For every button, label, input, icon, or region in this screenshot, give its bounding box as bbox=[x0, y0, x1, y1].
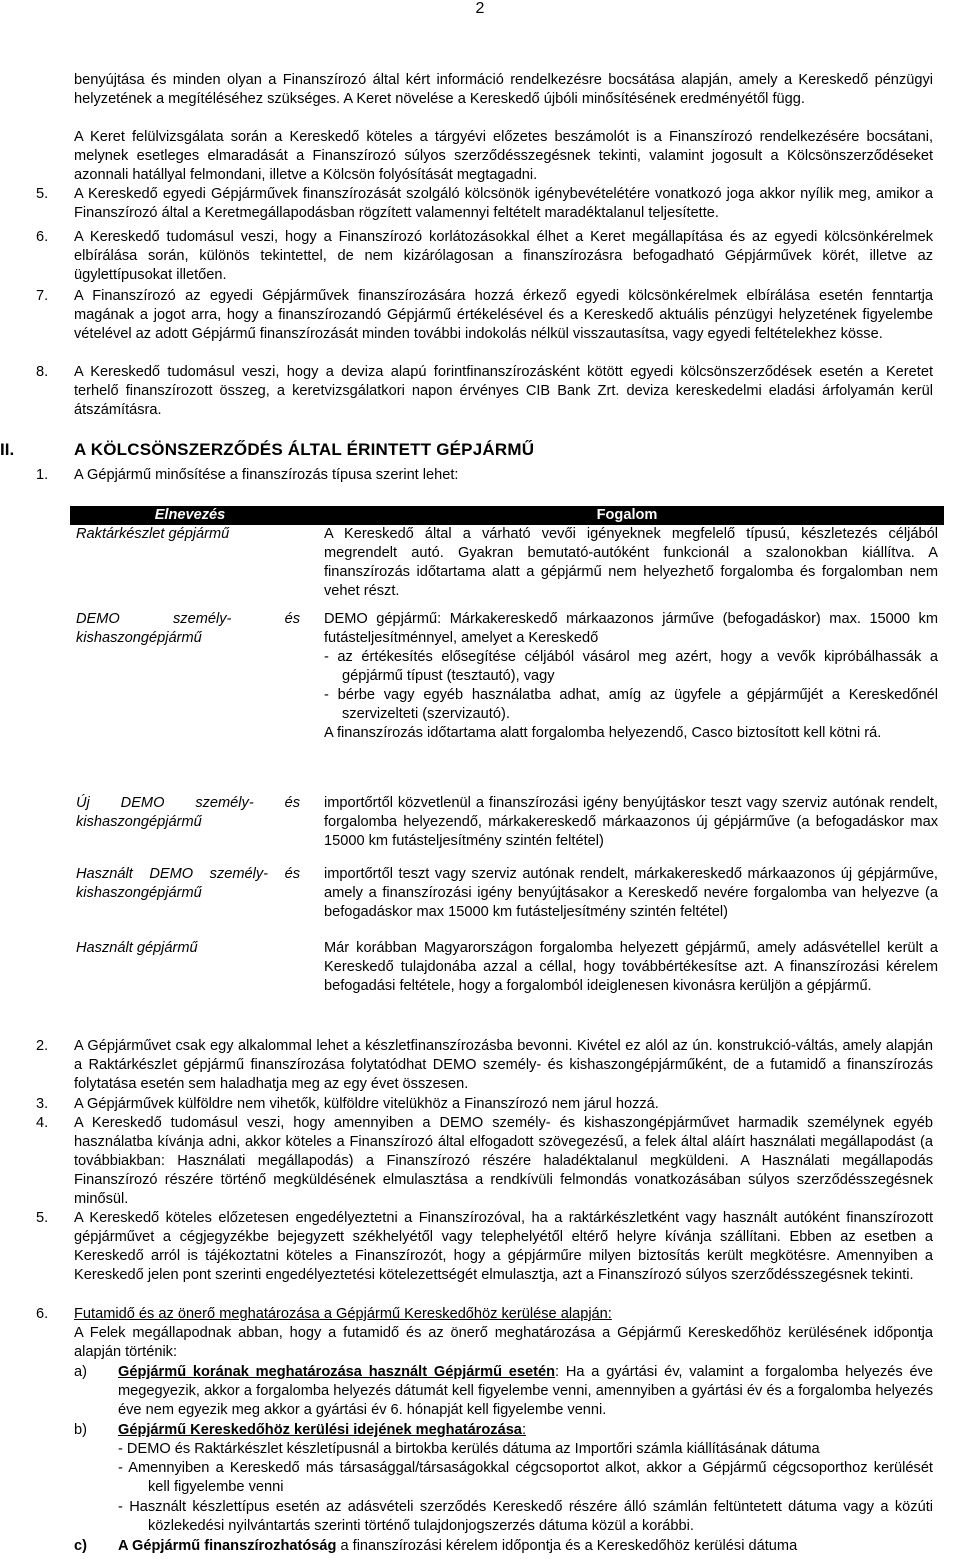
table-description: importőrtől közvetlenül a finanszírozási igény benyújtáskor teszt vagy szerviz autónak rendelt, forgalomba helyezendő, márkakereskedő márkaazonos új gépjárműve (a befogadáskor max 15000 km futásteljesítmény szintén feltétel) bbox=[324, 795, 938, 849]
sub-item-label: c) bbox=[74, 1538, 87, 1554]
item-heading: Futamidő és az önerő meghatározása a Gépjármű Kereskedőhöz kerülése alapján: bbox=[74, 1306, 612, 1322]
table-description bbox=[310, 604, 944, 780]
item-number: 1. bbox=[36, 467, 49, 483]
table-row bbox=[70, 604, 944, 780]
page-number: 2 bbox=[475, 0, 485, 17]
section-title: A KÖLCSÖNSZERZŐDÉS ÁLTAL ÉRINTETT GÉPJÁRMŰ bbox=[74, 440, 535, 459]
vehicle-type-table bbox=[70, 506, 944, 1019]
item-text: A Gépjármű minősítése a finanszírozás típusa szerint lehet: bbox=[74, 467, 459, 483]
sub-item-a bbox=[118, 1363, 933, 1420]
table-header: Fogalom bbox=[310, 506, 944, 525]
table-description-text: DEMO gépjármű: Márkakereskedő márkaazonos járműve (befogadáskor) max. 15000 km futásteljesítménnyel, amelyet a Kereskedő bbox=[324, 611, 938, 646]
dash-item: - Használt készlettípus esetén az adásvételi szerződés Kereskedő részére álló számlán feltüntetett dátuma vagy a közúti közlekedési nyilvántartás szerinti történő tulajdonjogszerzés dátuma közül a korábbi. bbox=[118, 1499, 933, 1534]
sub-item-b bbox=[118, 1421, 933, 1440]
table-description: Már korábban Magyarországon forgalomba helyezett gépjármű, amely adásvétellel került a Kereskedő tulajdonába azzal a céllal, hogy továbbértékesítse azt. A finanszírozási kérelem befogadási feltétele, hogy a forgalomból ideiglenesen kivonásra kerüljön a gépjármű. bbox=[324, 940, 938, 994]
sub-item-colon: : bbox=[521, 1422, 526, 1438]
table-term: Használt gépjármű bbox=[76, 940, 198, 956]
item-number: 6. bbox=[36, 1306, 49, 1322]
item-text: A Gépjárművet csak egy alkalommal lehet a készletfinanszírozásba bevonni. Kivétel ez alól az ún. konstrukció-váltás, amely alapján a Raktárkészlet gépjármű finanszírozása folytatódhat DEMO személy- és kishaszongépjárműként, de a futamidő a finanszírozás folytatása esetén sem haladhatja meg az egy évet összesen. bbox=[74, 1038, 933, 1092]
item-number: 4. bbox=[36, 1115, 49, 1131]
intro-paragraph-2: A Keret felülvizsgálata során a Kereskedő köteles a tárgyévi előzetes beszámolót is a Finanszírozó rendelkezésére bocsátani, melynek esetleges elmaradását a Finanszírozó súlyos szerződésszegésnek tekinti, valamint jogosult a Kölcsönszerződéseket azonnali hatállyal felmondani, illetve a Kölcsön folyósítását megtagadni. bbox=[74, 129, 933, 183]
item-number: 5. bbox=[36, 186, 49, 202]
table-row bbox=[70, 939, 944, 1019]
table-term: Használt DEMO személy- és kishaszongépjármű bbox=[76, 866, 300, 901]
item-text: A Kereskedő tudomásul veszi, hogy a deviza alapú forintfinanszírozásként kötött egyedi kölcsönszerződések esetén a Keretet terhelő finanszírozott összeg, a keretvizsgálatkori napon érvényes CIB Bank Zrt. deviza kereskedelmi eladási árfolyamán kerül átszámításra. bbox=[74, 364, 933, 418]
item-number: 8. bbox=[36, 364, 49, 380]
intro-paragraph: benyújtása és minden olyan a Finanszírozó által kért információ rendelkezésre bocsátása alapján, amely a Kereskedő pénzügyi helyzetének a megítéléséhez szükséges. A Keret növelése a Kereskedő újbóli minősítésének eredményétől függ. bbox=[74, 72, 933, 107]
item-text: A Kereskedő tudomásul veszi, hogy a Finanszírozó korlátozásokkal élhet a Keret megállapítása és az egyedi kölcsönkérelmek elbírálása során, különös tekintettel, de nem kizárólagosan a finanszírozásra befogadható Gépjárművek körét, illetve az ügylettípusokat illetően. bbox=[74, 229, 933, 283]
dash-item: - DEMO és Raktárkészlet készletípusnál a birtokba kerülés dátuma az Importőri számla kiállításának dátuma bbox=[118, 1441, 820, 1457]
table-term: DEMO személy- és kishaszongépjármű bbox=[76, 611, 300, 646]
dash-item: - Amennyiben a Kereskedő más társasággal/társaságokkal cégcsoportot alkot, akkor a Gépjármű cégcsoporthoz kerülését kell figyelembe venni bbox=[118, 1460, 933, 1495]
item-text: A Kereskedő tudomásul veszi, hogy amennyiben a DEMO személy- és kishaszongépjárművet harmadik személynek egyéb használatba kívánja adni, akkor köteles a Finanszírozó által elfogadott szövegezésű, a felek által aláírt használati megállapodást (a továbbiakban: Használati megállapodás) a Finanszírozó részére haladéktalanul megküldeni. A Használati megállapodás Finanszírozó részére történő megküldésének elmulasztása a rendkívüli felmondás vonatkozásában súlyos szerződésszegésnek minősül. bbox=[74, 1115, 933, 1207]
table-header: Elnevezés bbox=[70, 506, 310, 525]
table-dash-item: - az értékesítés elősegítése céljából vásárol meg azért, hogy a vevők kipróbálhassák a gépjármű típust (tesztautó), vagy bbox=[324, 649, 938, 684]
sub-item-text: a finanszírozási kérelem időpontja és a Kereskedőhöz kerülési dátuma bbox=[340, 1538, 798, 1554]
item-number: 2. bbox=[36, 1038, 49, 1054]
table-row bbox=[70, 525, 944, 604]
table-description: importőrtől teszt vagy szerviz autónak rendelt, márkakereskedő márkaazonos új gépjárműve, amely a finanszírozási igény benyújtásakor a Kereskedő nevére forgalomba van helyezve (a befogadáskor max 15000 km futásteljesítmény szintén feltétel) bbox=[324, 866, 938, 920]
item-number: 7. bbox=[36, 288, 49, 304]
sub-item-heading: A Gépjármű finanszírozhatóság bbox=[118, 1538, 337, 1554]
sub-item-c bbox=[118, 1537, 933, 1556]
sub-item-label: b) bbox=[74, 1422, 87, 1438]
item-text: A Gépjárművek külföldre nem vihetők, külföldre vitelükhöz a Finanszírozó nem járul hozzá. bbox=[74, 1096, 659, 1112]
item-text: A Kereskedő egyedi Gépjárművek finanszírozását szolgáló kölcsönök igénybevételétére vonatkozó joga akkor nyílik meg, amikor a Finanszírozó által a Keretmegállapodásban rögzített valamennyi feltételt maradéktalanul teljesítette. bbox=[74, 186, 933, 221]
table-row bbox=[70, 853, 944, 939]
sub-item-heading: Gépjármű korának meghatározása használt Gépjármű esetén bbox=[118, 1364, 556, 1380]
item-text: A Finanszírozó az egyedi Gépjárművek finanszírozására hozzá érkező egyedi kölcsönkérelmek elbírálása esetén fenntartja magának a jogot arra, hogy a finanszírozandó Gépjármű értékelésével és a Kereskedő aktuális pénzügyi helyzetének figyelembe vételével az adott Gépjármű finanszírozását minden további indokolás nélkül visszautasítsa, vagy egyedi feltételekhez kösse. bbox=[74, 288, 933, 342]
item-number: 6. bbox=[36, 229, 49, 245]
table-dash-item: - bérbe vagy egyéb használatba adhat, amíg az ügyfele a gépjárműjét a Kereskedőnél szervizelteti (szervizautó). bbox=[324, 687, 938, 722]
table-description: A Kereskedő által a várható vevői igényeknek megfelelő típusú, készletezés céljából megrendelt autó. Gyakran bemutató-autóként funkcionál a szalonokban kiállítva. A finanszírozás időtartama alatt a gépjármű nem helyezhető forgalomba és forgalomban nem vehet részt. bbox=[324, 526, 938, 599]
section-roman-numeral: II. bbox=[0, 440, 15, 459]
item-text: A Kereskedő köteles előzetesen engedélyeztetni a Finanszírozóval, ha a raktárkészletként vagy használt autóként finanszírozott gépjárművet a cégjegyzékbe bejegyzett székhelyétől vagy telephelyétől eltérő helyre kívánja szállítani. Ebben az esetben a Kereskedő arról is tájékoztatni köteles a Finanszírozót, hogy a gépjárműre milyen biztosítás került megkötésre. Amennyiben a Kereskedő jelen pont szerinti engedélyeztetési kötelezettségét elmulasztja, azt a Finanszírozó súlyos szerződésszegésnek tekinti. bbox=[74, 1210, 933, 1283]
sub-item-text: : Ha a gyártási év, valamint a forgalomba helyezés éve megegyezik, akkor a forgalomba helyezés dátumát kell figyelembe venni, amennyiben a gyártási év és a forgalomba helyezés éve nem egyezik meg akkor a gyártási év 6. hónapját kell figyelembe venni. bbox=[118, 1364, 933, 1418]
sub-item-label: a) bbox=[74, 1364, 87, 1380]
table-term: Raktárkészlet gépjármű bbox=[76, 526, 230, 542]
item-number: 3. bbox=[36, 1096, 49, 1112]
table-row bbox=[70, 780, 944, 853]
item-text: A Felek megállapodnak abban, hogy a futamidő és az önerő meghatározása a Gépjármű Kereskedőhöz kerülésének időpontja alapján történik: bbox=[74, 1325, 933, 1360]
table-description-text: A finanszírozás időtartama alatt forgalomba helyezendő, Casco biztosított kell kötni rá. bbox=[324, 725, 882, 741]
table-header-row bbox=[70, 506, 944, 525]
table-term: Új DEMO személy- és kishaszongépjármű bbox=[76, 795, 300, 830]
item-number: 5. bbox=[36, 1210, 49, 1226]
sub-item-heading: Gépjármű Kereskedőhöz kerülési idejének meghatározása bbox=[118, 1422, 522, 1438]
